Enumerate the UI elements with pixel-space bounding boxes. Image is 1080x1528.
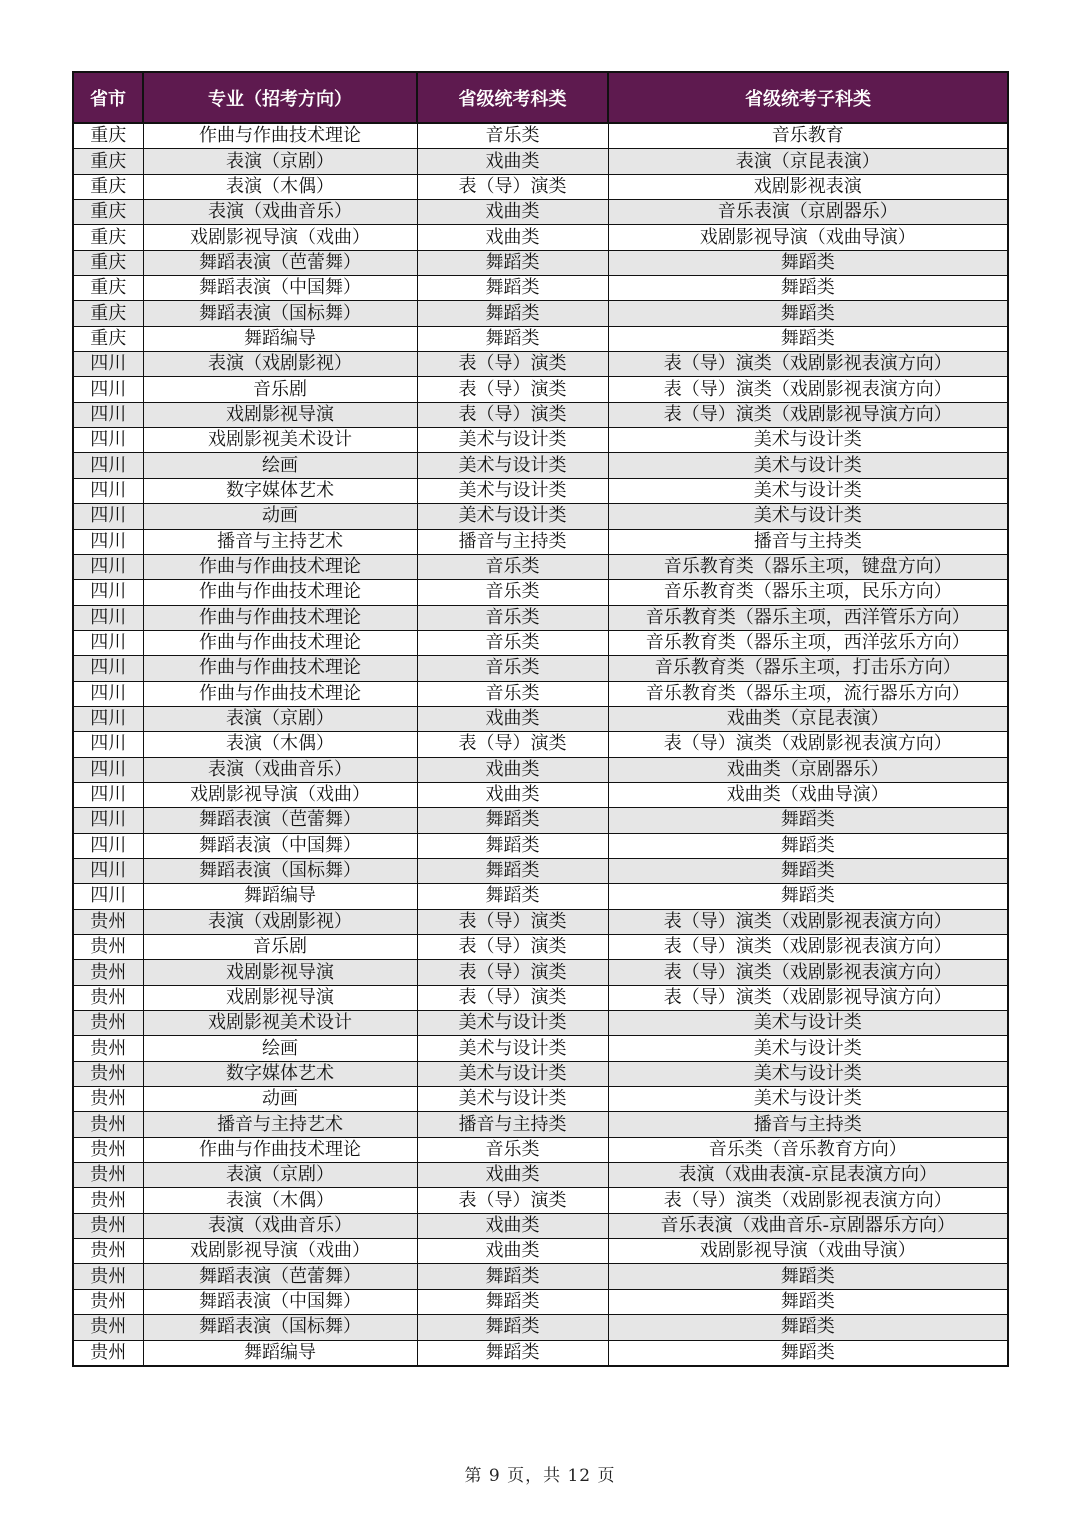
cell-exam-category: 美术与设计类 xyxy=(417,478,608,503)
cell-major: 戏剧影视导演 xyxy=(143,985,417,1010)
table-row xyxy=(73,833,1008,858)
cell-exam-subcategory: 音乐教育类（器乐主项，西洋管乐方向） xyxy=(608,605,1008,630)
cell-major: 表演（京剧） xyxy=(143,706,417,731)
cell-major: 表演（京剧） xyxy=(143,149,417,174)
cell-province: 四川 xyxy=(73,782,143,807)
cell-major: 舞蹈编导 xyxy=(143,326,417,351)
table-row xyxy=(73,200,1008,225)
cell-major: 作曲与作曲技术理论 xyxy=(143,554,417,579)
cell-exam-category: 音乐类 xyxy=(417,681,608,706)
cell-major: 作曲与作曲技术理论 xyxy=(143,605,417,630)
cell-exam-subcategory: 美术与设计类 xyxy=(608,428,1008,453)
cell-province: 四川 xyxy=(73,428,143,453)
table-row xyxy=(73,1137,1008,1162)
cell-province: 四川 xyxy=(73,757,143,782)
cell-major: 表演（木偶） xyxy=(143,732,417,757)
cell-exam-subcategory: 戏剧影视表演 xyxy=(608,174,1008,199)
cell-exam-subcategory: 音乐教育类（器乐主项，西洋弦乐方向） xyxy=(608,630,1008,655)
cell-province: 贵州 xyxy=(73,909,143,934)
table-row xyxy=(73,428,1008,453)
cell-major: 戏剧影视导演 xyxy=(143,402,417,427)
cell-province: 四川 xyxy=(73,377,143,402)
cell-exam-category: 戏曲类 xyxy=(417,706,608,731)
table-row xyxy=(73,1213,1008,1238)
cell-province: 重庆 xyxy=(73,149,143,174)
cell-exam-subcategory: 音乐教育类（器乐主项，流行器乐方向） xyxy=(608,681,1008,706)
table-row xyxy=(73,909,1008,934)
cell-major: 数字媒体艺术 xyxy=(143,1061,417,1086)
cell-exam-subcategory: 舞蹈类 xyxy=(608,276,1008,301)
cell-province: 贵州 xyxy=(73,1036,143,1061)
cell-major: 舞蹈表演（芭蕾舞） xyxy=(143,250,417,275)
table-row xyxy=(73,352,1008,377)
cell-province: 四川 xyxy=(73,453,143,478)
cell-province: 四川 xyxy=(73,554,143,579)
cell-province: 四川 xyxy=(73,529,143,554)
cell-exam-subcategory: 表演（戏曲表演-京昆表演方向） xyxy=(608,1163,1008,1188)
cell-exam-category: 舞蹈类 xyxy=(417,250,608,275)
cell-exam-subcategory: 舞蹈类 xyxy=(608,808,1008,833)
cell-major: 作曲与作曲技术理论 xyxy=(143,123,417,149)
cell-exam-subcategory: 戏剧影视导演（戏曲导演） xyxy=(608,1239,1008,1264)
cell-exam-category: 美术与设计类 xyxy=(417,1036,608,1061)
table-row xyxy=(73,276,1008,301)
cell-major: 舞蹈表演（中国舞） xyxy=(143,276,417,301)
cell-province: 四川 xyxy=(73,402,143,427)
cell-exam-subcategory: 音乐教育类（器乐主项，键盘方向） xyxy=(608,554,1008,579)
table-body xyxy=(73,123,1008,1366)
cell-exam-subcategory: 音乐表演（京剧器乐） xyxy=(608,200,1008,225)
cell-major: 舞蹈表演（中国舞） xyxy=(143,1289,417,1314)
cell-exam-subcategory: 表（导）演类（戏剧影视表演方向） xyxy=(608,935,1008,960)
cell-exam-category: 美术与设计类 xyxy=(417,1061,608,1086)
table-row xyxy=(73,1340,1008,1366)
cell-major: 作曲与作曲技术理论 xyxy=(143,681,417,706)
table-row xyxy=(73,1011,1008,1036)
cell-exam-category: 美术与设计类 xyxy=(417,1011,608,1036)
cell-province: 重庆 xyxy=(73,301,143,326)
cell-exam-category: 戏曲类 xyxy=(417,782,608,807)
cell-exam-category: 舞蹈类 xyxy=(417,326,608,351)
cell-province: 贵州 xyxy=(73,1340,143,1366)
cell-exam-subcategory: 舞蹈类 xyxy=(608,1289,1008,1314)
cell-major: 表演（戏剧影视） xyxy=(143,909,417,934)
page-footer: 第 9 页，共 12 页 xyxy=(464,1466,616,1486)
table-row xyxy=(73,1289,1008,1314)
cell-province: 贵州 xyxy=(73,1264,143,1289)
cell-province: 四川 xyxy=(73,478,143,503)
cell-province: 四川 xyxy=(73,504,143,529)
cell-exam-subcategory: 美术与设计类 xyxy=(608,1036,1008,1061)
cell-major: 舞蹈表演（国标舞） xyxy=(143,301,417,326)
cell-exam-subcategory: 美术与设计类 xyxy=(608,453,1008,478)
cell-exam-subcategory: 音乐教育 xyxy=(608,123,1008,149)
cell-exam-category: 播音与主持类 xyxy=(417,529,608,554)
cell-province: 贵州 xyxy=(73,985,143,1010)
cell-major: 音乐剧 xyxy=(143,377,417,402)
cell-exam-subcategory: 舞蹈类 xyxy=(608,884,1008,909)
table-row xyxy=(73,1163,1008,1188)
cell-exam-category: 舞蹈类 xyxy=(417,1315,608,1340)
cell-major: 音乐剧 xyxy=(143,935,417,960)
cell-major: 舞蹈表演（中国舞） xyxy=(143,833,417,858)
cell-exam-category: 戏曲类 xyxy=(417,1163,608,1188)
header-province: 省市 xyxy=(73,72,143,123)
table-row xyxy=(73,529,1008,554)
cell-province: 重庆 xyxy=(73,225,143,250)
cell-major: 动画 xyxy=(143,504,417,529)
cell-province: 四川 xyxy=(73,681,143,706)
cell-exam-category: 音乐类 xyxy=(417,554,608,579)
cell-exam-category: 音乐类 xyxy=(417,580,608,605)
table-row xyxy=(73,706,1008,731)
table-row xyxy=(73,174,1008,199)
cell-major: 作曲与作曲技术理论 xyxy=(143,580,417,605)
cell-major: 舞蹈表演（国标舞） xyxy=(143,858,417,883)
cell-exam-category: 舞蹈类 xyxy=(417,833,608,858)
cell-major: 表演（戏剧影视） xyxy=(143,352,417,377)
cell-exam-category: 美术与设计类 xyxy=(417,1087,608,1112)
header-major: 专业（招考方向） xyxy=(143,72,417,123)
table-row xyxy=(73,326,1008,351)
header-exam-category: 省级统考科类 xyxy=(417,72,608,123)
header-exam-subcategory: 省级统考子科类 xyxy=(608,72,1008,123)
cell-major: 动画 xyxy=(143,1087,417,1112)
cell-major: 播音与主持艺术 xyxy=(143,1112,417,1137)
cell-province: 四川 xyxy=(73,706,143,731)
cell-major: 戏剧影视导演（戏曲） xyxy=(143,225,417,250)
cell-exam-category: 表（导）演类 xyxy=(417,732,608,757)
cell-major: 舞蹈编导 xyxy=(143,1340,417,1366)
cell-exam-category: 戏曲类 xyxy=(417,200,608,225)
table-row xyxy=(73,808,1008,833)
cell-exam-subcategory: 舞蹈类 xyxy=(608,301,1008,326)
cell-province: 贵州 xyxy=(73,1213,143,1238)
cell-major: 表演（木偶） xyxy=(143,174,417,199)
cell-exam-category: 表（导）演类 xyxy=(417,909,608,934)
cell-major: 作曲与作曲技术理论 xyxy=(143,1137,417,1162)
table-row xyxy=(73,1061,1008,1086)
table-row xyxy=(73,250,1008,275)
cell-exam-category: 表（导）演类 xyxy=(417,985,608,1010)
cell-exam-category: 戏曲类 xyxy=(417,149,608,174)
cell-major: 戏剧影视导演（戏曲） xyxy=(143,1239,417,1264)
cell-exam-category: 音乐类 xyxy=(417,605,608,630)
cell-exam-category: 音乐类 xyxy=(417,656,608,681)
cell-major: 表演（戏曲音乐） xyxy=(143,1213,417,1238)
cell-exam-subcategory: 表（导）演类（戏剧影视表演方向） xyxy=(608,352,1008,377)
cell-exam-subcategory: 舞蹈类 xyxy=(608,1264,1008,1289)
table-row xyxy=(73,580,1008,605)
cell-exam-subcategory: 表（导）演类（戏剧影视导演方向） xyxy=(608,985,1008,1010)
cell-exam-category: 舞蹈类 xyxy=(417,884,608,909)
cell-province: 贵州 xyxy=(73,1239,143,1264)
cell-exam-category: 表（导）演类 xyxy=(417,935,608,960)
header-row xyxy=(73,72,1008,123)
cell-exam-subcategory: 戏曲类（戏曲导演） xyxy=(608,782,1008,807)
cell-exam-subcategory: 表（导）演类（戏剧影视表演方向） xyxy=(608,377,1008,402)
cell-province: 贵州 xyxy=(73,1289,143,1314)
cell-exam-subcategory: 表演（京昆表演） xyxy=(608,149,1008,174)
table-row xyxy=(73,554,1008,579)
admission-table-container xyxy=(72,71,1007,1367)
table-row xyxy=(73,1087,1008,1112)
cell-major: 作曲与作曲技术理论 xyxy=(143,656,417,681)
table-row xyxy=(73,402,1008,427)
cell-exam-category: 美术与设计类 xyxy=(417,504,608,529)
cell-exam-category: 音乐类 xyxy=(417,1137,608,1162)
cell-province: 四川 xyxy=(73,858,143,883)
cell-major: 数字媒体艺术 xyxy=(143,478,417,503)
cell-major: 作曲与作曲技术理论 xyxy=(143,630,417,655)
table-row xyxy=(73,1264,1008,1289)
table-row xyxy=(73,782,1008,807)
cell-exam-category: 表（导）演类 xyxy=(417,352,608,377)
cell-major: 戏剧影视导演 xyxy=(143,960,417,985)
cell-province: 贵州 xyxy=(73,1112,143,1137)
cell-major: 舞蹈表演（芭蕾舞） xyxy=(143,1264,417,1289)
cell-province: 重庆 xyxy=(73,250,143,275)
table-row xyxy=(73,656,1008,681)
cell-province: 贵州 xyxy=(73,1188,143,1213)
cell-province: 四川 xyxy=(73,808,143,833)
cell-exam-category: 表（导）演类 xyxy=(417,377,608,402)
cell-exam-category: 美术与设计类 xyxy=(417,428,608,453)
cell-exam-subcategory: 舞蹈类 xyxy=(608,1315,1008,1340)
table-row xyxy=(73,630,1008,655)
cell-province: 贵州 xyxy=(73,1315,143,1340)
cell-exam-subcategory: 戏曲类（京剧器乐） xyxy=(608,757,1008,782)
cell-exam-category: 美术与设计类 xyxy=(417,453,608,478)
cell-province: 四川 xyxy=(73,884,143,909)
cell-province: 四川 xyxy=(73,656,143,681)
cell-province: 重庆 xyxy=(73,326,143,351)
cell-exam-category: 舞蹈类 xyxy=(417,1289,608,1314)
cell-exam-subcategory: 舞蹈类 xyxy=(608,326,1008,351)
cell-exam-subcategory: 美术与设计类 xyxy=(608,1061,1008,1086)
cell-exam-category: 舞蹈类 xyxy=(417,276,608,301)
cell-province: 贵州 xyxy=(73,960,143,985)
cell-exam-subcategory: 表（导）演类（戏剧影视表演方向） xyxy=(608,732,1008,757)
cell-exam-category: 表（导）演类 xyxy=(417,174,608,199)
table-row xyxy=(73,858,1008,883)
cell-major: 舞蹈表演（国标舞） xyxy=(143,1315,417,1340)
cell-exam-subcategory: 表（导）演类（戏剧影视表演方向） xyxy=(608,1188,1008,1213)
cell-province: 贵州 xyxy=(73,935,143,960)
cell-exam-subcategory: 美术与设计类 xyxy=(608,504,1008,529)
cell-exam-subcategory: 舞蹈类 xyxy=(608,250,1008,275)
cell-exam-subcategory: 舞蹈类 xyxy=(608,858,1008,883)
cell-exam-subcategory: 播音与主持类 xyxy=(608,1112,1008,1137)
cell-exam-subcategory: 舞蹈类 xyxy=(608,833,1008,858)
cell-exam-subcategory: 表（导）演类（戏剧影视表演方向） xyxy=(608,909,1008,934)
table-row xyxy=(73,123,1008,149)
cell-exam-subcategory: 音乐教育类（器乐主项，民乐方向） xyxy=(608,580,1008,605)
cell-major: 绘画 xyxy=(143,1036,417,1061)
table-header xyxy=(73,72,1008,123)
cell-exam-category: 表（导）演类 xyxy=(417,402,608,427)
table-row xyxy=(73,1112,1008,1137)
cell-province: 贵州 xyxy=(73,1137,143,1162)
cell-exam-category: 戏曲类 xyxy=(417,1239,608,1264)
table-row xyxy=(73,225,1008,250)
cell-major: 戏剧影视美术设计 xyxy=(143,1011,417,1036)
table-row xyxy=(73,1239,1008,1264)
table-row xyxy=(73,504,1008,529)
table-row xyxy=(73,453,1008,478)
cell-province: 贵州 xyxy=(73,1061,143,1086)
cell-exam-subcategory: 表（导）演类（戏剧影视表演方向） xyxy=(608,960,1008,985)
cell-province: 重庆 xyxy=(73,200,143,225)
cell-exam-category: 舞蹈类 xyxy=(417,1264,608,1289)
cell-exam-category: 舞蹈类 xyxy=(417,858,608,883)
cell-major: 表演（戏曲音乐） xyxy=(143,200,417,225)
cell-exam-category: 戏曲类 xyxy=(417,1213,608,1238)
table-row xyxy=(73,605,1008,630)
cell-exam-subcategory: 戏剧影视导演（戏曲导演） xyxy=(608,225,1008,250)
cell-major: 播音与主持艺术 xyxy=(143,529,417,554)
cell-major: 舞蹈编导 xyxy=(143,884,417,909)
cell-province: 重庆 xyxy=(73,276,143,301)
cell-province: 四川 xyxy=(73,605,143,630)
cell-exam-subcategory: 表（导）演类（戏剧影视导演方向） xyxy=(608,402,1008,427)
cell-exam-category: 舞蹈类 xyxy=(417,1340,608,1366)
cell-exam-category: 戏曲类 xyxy=(417,757,608,782)
cell-exam-category: 舞蹈类 xyxy=(417,301,608,326)
cell-exam-subcategory: 播音与主持类 xyxy=(608,529,1008,554)
cell-exam-subcategory: 音乐教育类（器乐主项，打击乐方向） xyxy=(608,656,1008,681)
cell-exam-category: 音乐类 xyxy=(417,123,608,149)
cell-province: 四川 xyxy=(73,732,143,757)
cell-exam-subcategory: 音乐表演（戏曲音乐-京剧器乐方向） xyxy=(608,1213,1008,1238)
cell-exam-subcategory: 美术与设计类 xyxy=(608,478,1008,503)
cell-province: 贵州 xyxy=(73,1011,143,1036)
table-row xyxy=(73,1315,1008,1340)
cell-major: 表演（京剧） xyxy=(143,1163,417,1188)
table-row xyxy=(73,149,1008,174)
cell-province: 四川 xyxy=(73,630,143,655)
cell-exam-category: 音乐类 xyxy=(417,630,608,655)
cell-major: 绘画 xyxy=(143,453,417,478)
cell-major: 舞蹈表演（芭蕾舞） xyxy=(143,808,417,833)
table-row xyxy=(73,757,1008,782)
cell-major: 戏剧影视美术设计 xyxy=(143,428,417,453)
table-row xyxy=(73,960,1008,985)
cell-province: 四川 xyxy=(73,580,143,605)
table-row xyxy=(73,935,1008,960)
table-row xyxy=(73,1036,1008,1061)
admission-table xyxy=(72,71,1009,1367)
table-row xyxy=(73,1188,1008,1213)
cell-province: 四川 xyxy=(73,352,143,377)
cell-exam-category: 舞蹈类 xyxy=(417,808,608,833)
cell-exam-subcategory: 美术与设计类 xyxy=(608,1011,1008,1036)
cell-major: 表演（戏曲音乐） xyxy=(143,757,417,782)
cell-exam-subcategory: 音乐类（音乐教育方向） xyxy=(608,1137,1008,1162)
cell-exam-category: 播音与主持类 xyxy=(417,1112,608,1137)
cell-province: 贵州 xyxy=(73,1163,143,1188)
cell-major: 表演（木偶） xyxy=(143,1188,417,1213)
cell-exam-subcategory: 舞蹈类 xyxy=(608,1340,1008,1366)
cell-province: 四川 xyxy=(73,833,143,858)
table-row xyxy=(73,681,1008,706)
cell-major: 戏剧影视导演（戏曲） xyxy=(143,782,417,807)
table-row xyxy=(73,985,1008,1010)
cell-exam-category: 表（导）演类 xyxy=(417,1188,608,1213)
cell-exam-subcategory: 戏曲类（京昆表演） xyxy=(608,706,1008,731)
table-row xyxy=(73,478,1008,503)
cell-exam-subcategory: 美术与设计类 xyxy=(608,1087,1008,1112)
cell-province: 重庆 xyxy=(73,174,143,199)
table-row xyxy=(73,732,1008,757)
cell-exam-category: 戏曲类 xyxy=(417,225,608,250)
cell-exam-category: 表（导）演类 xyxy=(417,960,608,985)
table-row xyxy=(73,301,1008,326)
cell-province: 贵州 xyxy=(73,1087,143,1112)
cell-province: 重庆 xyxy=(73,123,143,149)
table-row xyxy=(73,884,1008,909)
table-row xyxy=(73,377,1008,402)
